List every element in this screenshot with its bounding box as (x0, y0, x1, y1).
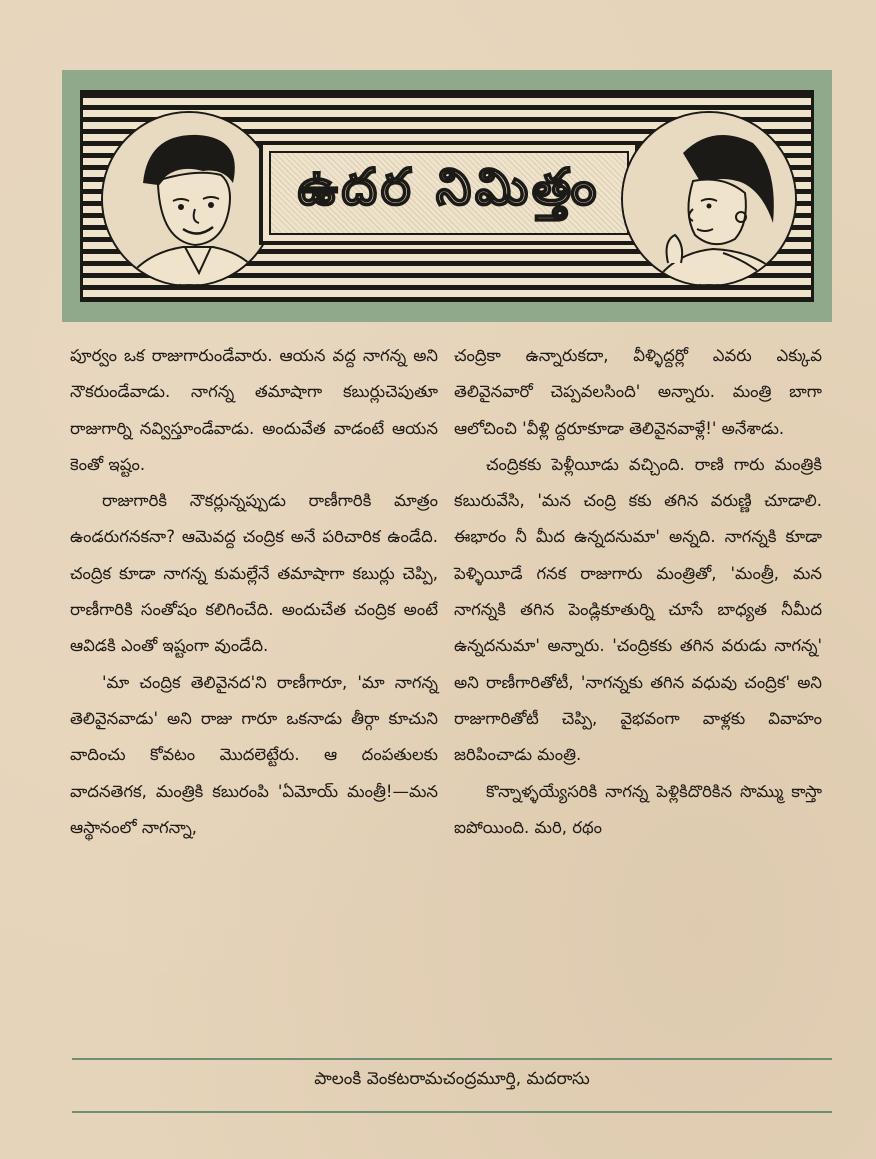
man-portrait-illustration (101, 111, 277, 287)
right-text-column (454, 338, 822, 846)
man-face-icon (103, 113, 275, 285)
paragraph: కొన్నాళ్ళయ్యేసరికి నాగన్న పెళ్లికిదొరికిన సొమ్ము కాస్తా ఐపోయింది. మరి, రథం (454, 781, 822, 837)
paragraph: రాజుగారికి నౌకర్లున్నప్పుడు రాణీగారికి మాత్రం ఉండరుగనకనా? ఆమెవద్ద చంద్రిక అనే పరిచారిక ఉండేది. చంద్రిక కూడా నాగన్న కుమల్లేనే తమాషాగా కబుర్లు చెప్పి, రాణీగారికి సంతోషం కలిగించేది. అందుచేత చంద్రిక అంటే ఆవిడకి ఎంతో ఇష్టంగా వుండేది. (70, 491, 438, 656)
footer-divider-bottom (72, 1111, 832, 1113)
banner-frame (80, 90, 814, 302)
footer-divider-top (72, 1058, 832, 1060)
title-box (259, 141, 639, 245)
story-title: ఉదర నిమిత్తం (297, 157, 601, 216)
title-box-inner (269, 151, 629, 235)
woman-face-icon (623, 113, 795, 285)
paragraph: చంద్రికకు పెళ్లీయీడు వచ్చింది. రాణి గారు మంత్రికి కబురువేసి, 'మన చంద్రి కకు తగిన వరుణ్ణి చూడాలి. ఈభారం నీ మీద ఉన్నదనుమా' అన్నది. నాగన్నకి కూడా పెళ్ళియీడే గనక రాజుగారు మంత్రితో, 'మంత్రీ, మన నాగన్నకి తగిన పెండ్లికూతుర్ని చూసే బాధ్యత నీమీద ఉన్నదనుమా' అన్నారు. 'చంద్రికకు తగిన వరుడు నాగన్న' అని రాణీగారితోటీ, 'నాగన్నకు తగిన వధువు చంద్రిక' అని రాజుగారితోటీ చెప్పి, వైభవంగా వాళ్లకు వివాహం జరిపించాడు మంత్రి. (454, 454, 822, 765)
left-text-column (70, 338, 438, 846)
paragraph: పూర్వం ఒక రాజుగారుండేవారు. ఆయన వద్ద నాగన్న అని నౌకరుండేవాడు. నాగన్న తమాషాగా కబుర్లుచెపుతూ రాజుగార్ని నవ్విస్తూండేవాడు. అందువేత వాడంటే ఆయన కెంతో ఇష్టం. (70, 346, 438, 474)
story-header-banner (62, 70, 832, 322)
woman-portrait-illustration (621, 111, 797, 287)
author-credit: పాలంకి వెంకటరామచంద్రమూర్తి, మదరాసు (314, 1069, 590, 1089)
paragraph: చంద్రికా ఉన్నారుకదా, వీళ్ళిద్దర్లో ఎవరు ఎక్కువ తెలివైనవారో చెప్పవలసింది' అన్నారు. మంత్రి బాగా ఆలోచించి 'వీళ్లి ద్దరూకూడా తెలివైనవాళ్లే!' అనేశాడు. (454, 346, 822, 438)
paragraph: 'మా చంద్రిక తెలివైనద'ని రాణీగారూ, 'మా నాగన్న తెలివైనవాడు' అని రాజు గారూ ఒకనాడు తీర్గా కూచుని వాదించు కోవటం మొదలెట్టేరు. ఆ దంపతులకు వాదనతెగక, మంత్రికి కబురంపి 'ఏమోయ్ మంత్రీ!—మన ఆస్థానంలో నాగన్నా, (70, 672, 438, 837)
